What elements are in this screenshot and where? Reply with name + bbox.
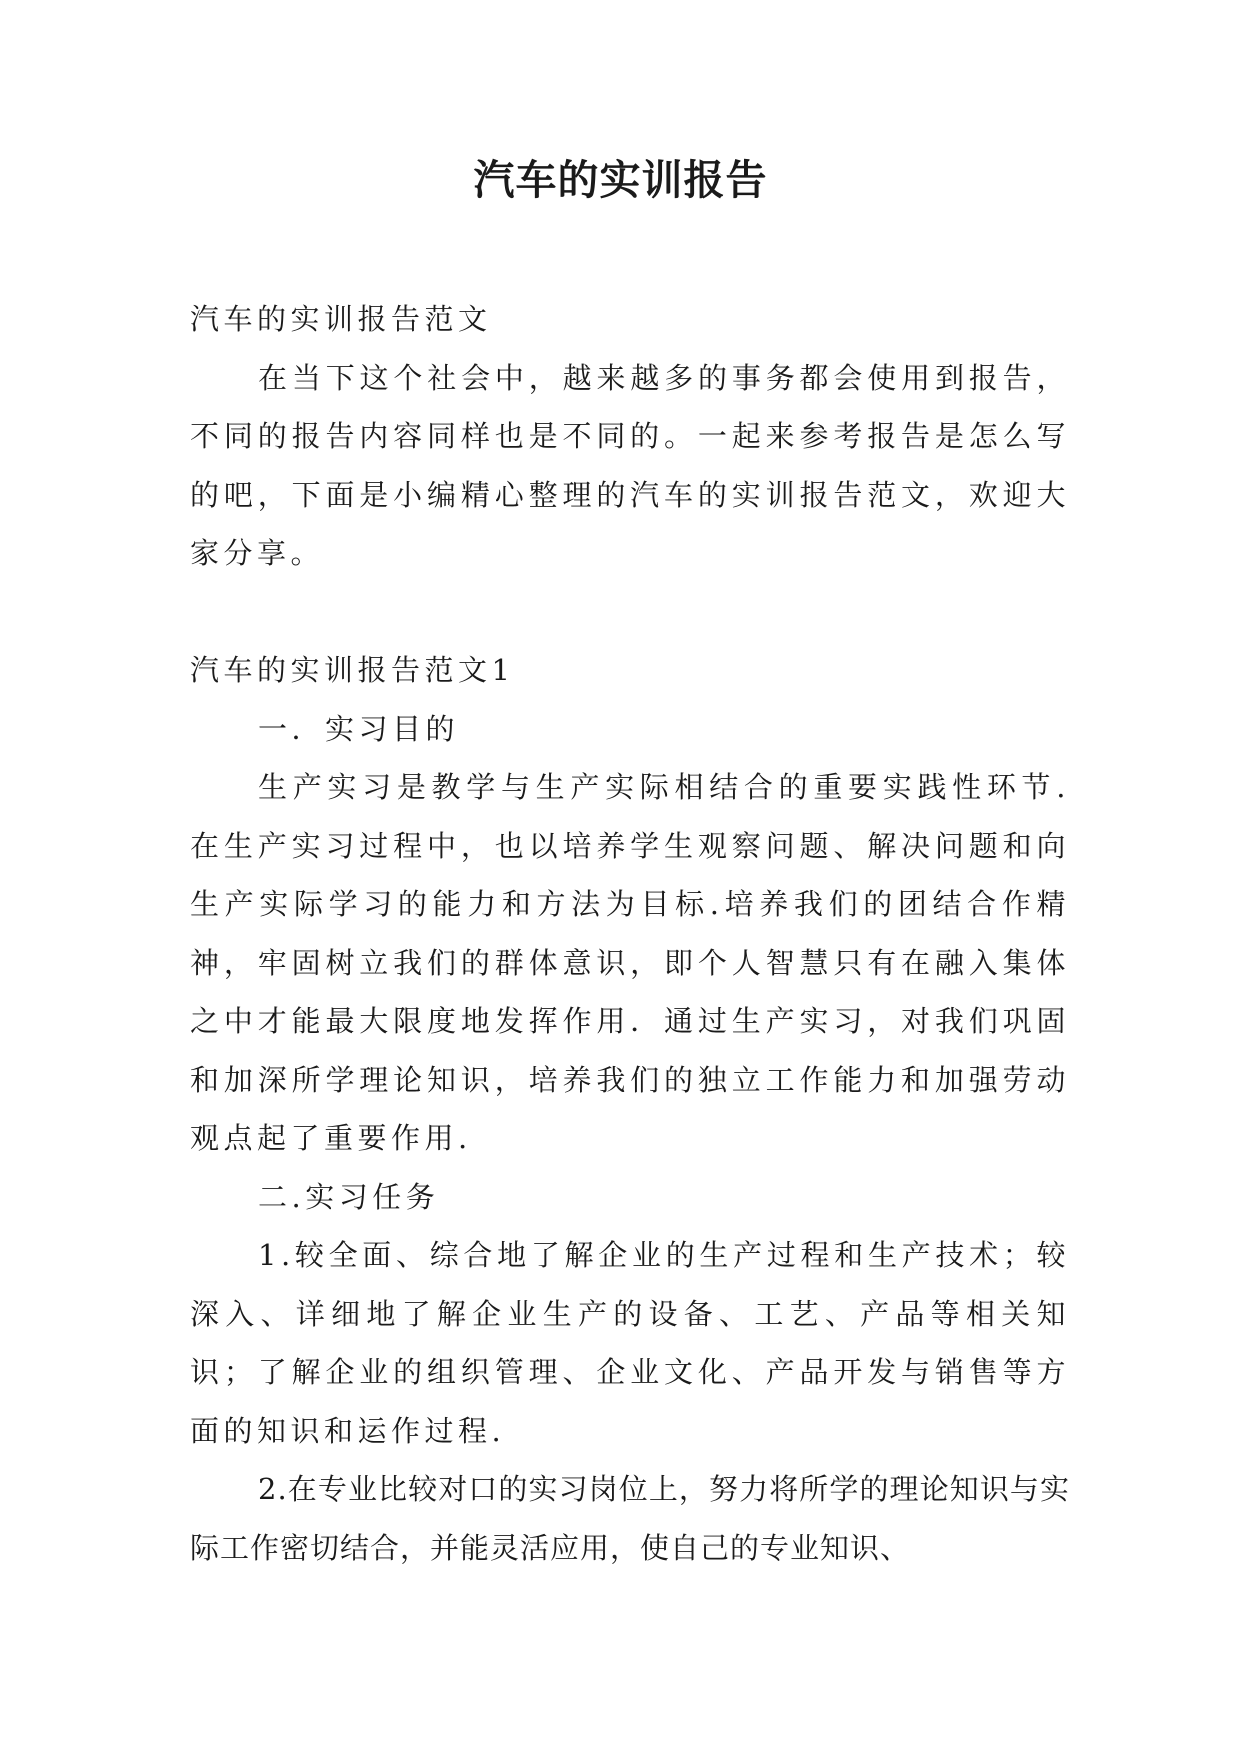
purpose-paragraph: 生产实习是教学与生产实际相结合的重要实践性环节.在生产实习过程中，也以培养学生观察问题、解决问题和向生产实际学习的能力和方法为目标.培养我们的团结合作精神，牢固树立我们的群体意识，即个人智慧只有在融入集体之中才能最大限度地发挥作用．通过生产实习，对我们巩固和加深所学理论知识，培养我们的独立工作能力和加强劳动观点起了重要作用.	[190, 770, 1070, 1155]
document-body	[190, 290, 1070, 1577]
section-heading-tasks: 二.实习任务	[258, 1179, 440, 1214]
section-heading-purpose: 一．实习目的	[258, 711, 460, 746]
intro-paragraph: 在当下这个社会中，越来越多的事务都会使用到报告，不同的报告内容同样也是不同的。一起来参考报告是怎么写的吧，下面是小编精心整理的汽车的实训报告范文，欢迎大家分享。	[190, 360, 1070, 570]
document-title: 汽车的实训报告	[473, 156, 768, 204]
paragraph-spacer	[190, 583, 1070, 642]
task-item-2: 2.在专业比较对口的实习岗位上，努力将所学的理论知识与实际工作密切结合，并能灵活应用，使自己的专业知识、	[190, 1472, 1070, 1565]
task-item-1: 1.较全面、综合地了解企业的生产过程和生产技术；较深入、详细地了解企业生产的设备、工艺、产品等相关知识；了解企业的组织管理、企业文化、产品开发与销售等方面的知识和运作过程.	[190, 1238, 1070, 1448]
document-subtitle: 汽车的实训报告范文	[190, 302, 492, 336]
section-title: 汽车的实训报告范文1	[190, 653, 515, 687]
